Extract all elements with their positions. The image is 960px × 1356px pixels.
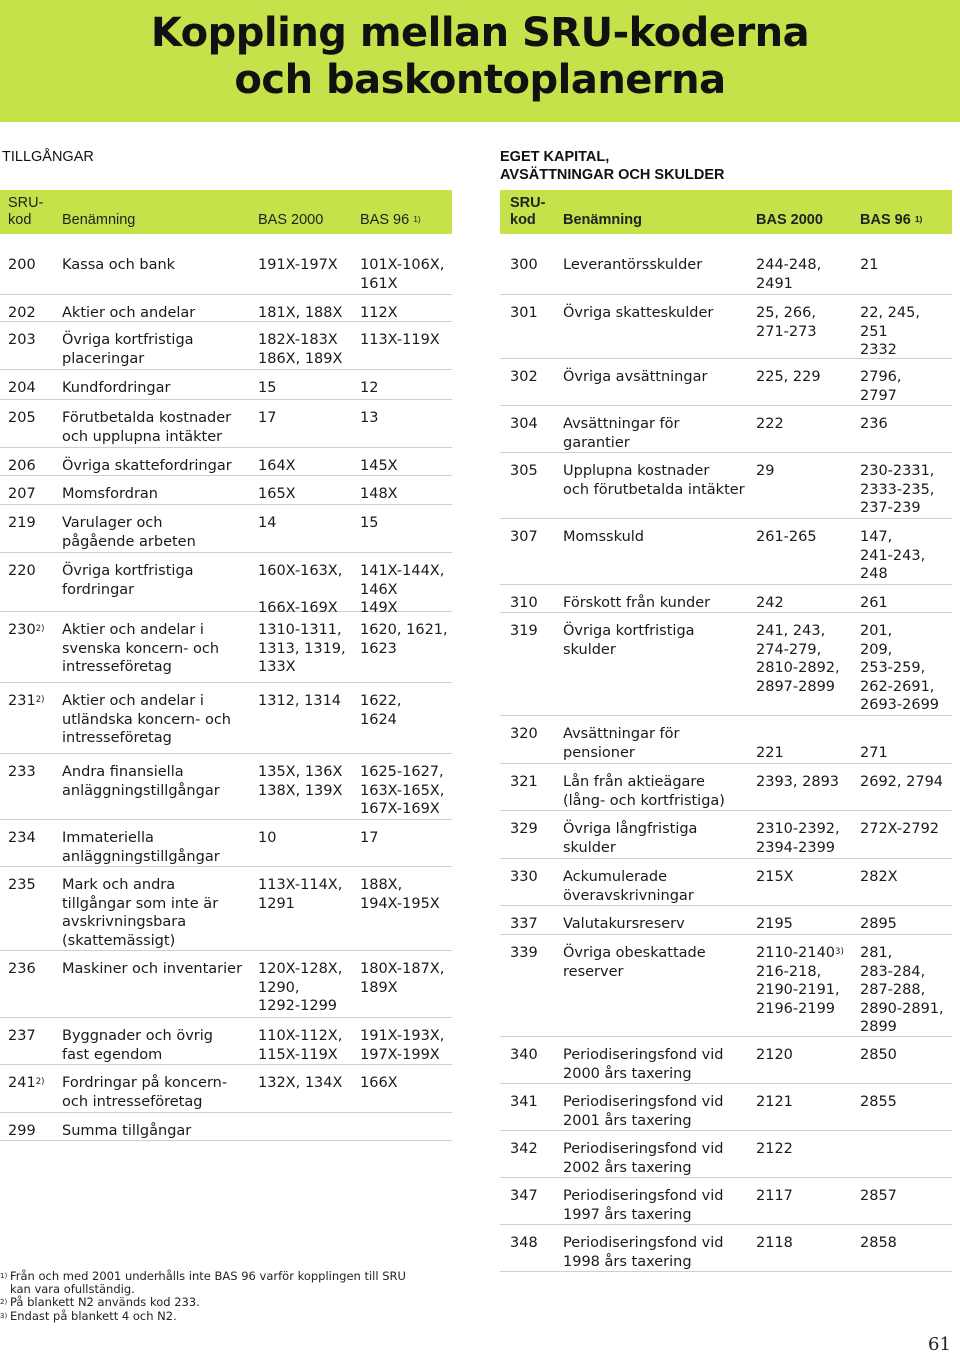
liabilities-table-header <box>500 190 952 234</box>
sru-code <box>510 528 538 547</box>
row-label: Ackumulerade överavskrivningar <box>563 869 694 904</box>
bas96-value: 2850 <box>860 1047 897 1063</box>
bas96-value: 21 <box>860 257 879 273</box>
sru-code <box>510 915 538 934</box>
row-label: Förskott från kunder <box>563 595 711 611</box>
bas96-value: 282X <box>860 869 898 885</box>
bas96-value: 271 <box>860 744 888 761</box>
sru-code <box>8 960 36 979</box>
sru-code <box>8 829 36 848</box>
sru-code-value: 329 <box>510 821 538 837</box>
sru-code-value: 342 <box>510 1141 538 1157</box>
bas96-value: 148X <box>360 486 398 502</box>
bas2000-value: 215X <box>756 869 794 885</box>
sru-code-value: 330 <box>510 869 538 885</box>
sru-code <box>510 773 538 792</box>
sru-code <box>8 1122 36 1141</box>
row-label: Immateriella anläggningstillgångar <box>62 830 220 865</box>
table-row <box>0 400 452 448</box>
bas96-value: 281, 283-284, 287-288, 2890-2891, 2899 <box>860 945 944 1036</box>
row-label: Valutakursreserv <box>563 916 685 932</box>
bas96-value: 2858 <box>860 1235 897 1251</box>
table-row <box>0 505 452 553</box>
bas96-value: 2692, 2794 <box>860 774 944 790</box>
bas96-value: 147, 241-243, 248 <box>860 529 926 583</box>
sru-code-value: 230 <box>8 622 36 638</box>
table-row <box>0 867 452 951</box>
header-sru-kod: SRU- kod <box>510 195 546 228</box>
sru-code-value: 307 <box>510 529 538 545</box>
table-row <box>0 754 452 820</box>
table-row <box>500 1084 952 1131</box>
page-title-line-1: Koppling mellan SRU-koderna <box>150 10 810 56</box>
sru-code <box>8 562 36 581</box>
footnote <box>0 1270 470 1296</box>
bas96-value: 230-2331, 2333-235, 237-239 <box>860 463 935 517</box>
bas2000-value: 225, 229 <box>756 369 821 385</box>
footnote-marker: 1) <box>413 214 421 224</box>
footnote <box>0 1310 470 1323</box>
table-row <box>0 370 452 400</box>
sru-code <box>510 1046 538 1065</box>
bas2000-value: 241, 243, 274-279, 2810-2892, 2897-2899 <box>756 623 840 695</box>
assets-table <box>0 247 452 1141</box>
bas96-value: 112X <box>360 305 398 321</box>
row-label: Periodiseringsfond vid 1998 års taxering <box>563 1235 724 1270</box>
footnote-marker: 1) <box>0 1272 8 1280</box>
bas2000-value: 2310-2392, 2394-2399 <box>756 821 840 856</box>
bas2000-value <box>756 944 844 1018</box>
bas2000-value: 165X <box>258 486 296 502</box>
sru-code-value: 299 <box>8 1123 36 1139</box>
table-row <box>500 935 952 1037</box>
page-number: 61 <box>928 1334 951 1355</box>
row-label: Periodiseringsfond vid 2001 års taxering <box>563 1094 724 1129</box>
sru-code-value: 304 <box>510 416 538 432</box>
table-row <box>500 585 952 613</box>
footnote-marker: 2) <box>35 1077 45 1087</box>
bas2000-value: 25, 266, 271-273 <box>756 305 817 340</box>
sru-code-value: 206 <box>8 458 36 474</box>
sru-code <box>510 462 538 481</box>
sru-code-value: 319 <box>510 623 538 639</box>
sru-code-value: 200 <box>8 257 36 273</box>
page-title-line-2: och baskontoplanerna <box>234 57 726 103</box>
sru-code <box>510 594 538 613</box>
table-row <box>0 683 452 754</box>
header-bas96: BAS 96 $^{1)}$ <box>360 212 421 228</box>
sru-code <box>8 485 36 504</box>
sru-code-value: 301 <box>510 305 538 321</box>
row-label: Aktier och andelar <box>62 305 196 321</box>
sru-code <box>8 256 36 275</box>
footnote-text: Från och med 2001 underhålls inte BAS 96 varför kopplingen till SRU kan vara ofullständig. <box>10 1269 406 1297</box>
footnote-marker: 3) <box>0 1311 8 1320</box>
bas2000-value: 14 <box>258 515 277 531</box>
row-label: Förutbetalda kostnader och upplupna intäkter <box>62 410 232 445</box>
sru-code <box>510 1140 538 1159</box>
row-label: Övriga kortfristiga fordringar <box>62 563 194 598</box>
table-row <box>500 811 952 859</box>
table-row <box>0 247 452 295</box>
sru-code <box>510 1187 538 1206</box>
row-label: Kassa och bank <box>62 257 176 273</box>
row-label: Periodiseringsfond vid 2000 års taxering <box>563 1047 724 1082</box>
sru-code-value: 300 <box>510 257 538 273</box>
table-row <box>500 1037 952 1084</box>
sru-code-value: 339 <box>510 945 538 961</box>
table-row <box>500 906 952 935</box>
table-row <box>0 553 452 617</box>
sru-code <box>510 944 538 963</box>
bas2000-value: 244-248, 2491 <box>756 257 822 292</box>
table-row <box>0 820 452 867</box>
row-label: Övriga långfristiga skulder <box>563 821 698 856</box>
sru-code-value: 204 <box>8 380 36 396</box>
sru-code <box>8 304 36 323</box>
bas96-value: 166X <box>360 1075 398 1091</box>
bas2000-value-first: 2110-2140 <box>756 945 836 961</box>
bas2000-value: 2393, 2893 <box>756 774 840 790</box>
sru-code-value: 219 <box>8 515 36 531</box>
table-row <box>500 519 952 585</box>
row-label: Övriga skatteskulder <box>563 305 714 321</box>
liabilities-table <box>500 247 952 1272</box>
row-label: Byggnader och övrig fast egendom <box>62 1028 213 1063</box>
bas2000-value: 160X-163X, 166X-169X <box>258 563 343 617</box>
bas96-value: 180X-187X, 189X <box>360 961 445 996</box>
sru-code <box>510 304 538 323</box>
footnote-marker: 2) <box>0 1298 8 1307</box>
row-label: Summa tillgångar <box>62 1123 192 1139</box>
sru-code-value: 234 <box>8 830 36 846</box>
sru-code <box>8 1074 44 1093</box>
bas96-value: 101X-106X, 161X <box>360 257 445 292</box>
footnote-text: Endast på blankett 4 och N2. <box>10 1308 177 1323</box>
section-title-liabilities: EGET KAPITAL, AVSÄTTNINGAR OCH SKULDER <box>500 149 725 183</box>
header-sru-kod: SRU- kod <box>8 195 44 228</box>
sru-code <box>510 820 538 839</box>
table-row <box>500 453 952 519</box>
sru-code-value: 233 <box>8 764 36 780</box>
bas96-value: 236 <box>860 416 888 432</box>
sru-code <box>510 256 538 275</box>
bas2000-value: 191X-197X <box>258 257 338 273</box>
sru-code-value: 320 <box>510 726 538 742</box>
bas2000-value: 10 <box>258 830 277 846</box>
bas96-value: 2796, 2797 <box>860 369 902 404</box>
sru-code <box>510 725 538 744</box>
row-label: Avsättningar för pensioner <box>563 726 680 761</box>
table-row <box>500 859 952 906</box>
row-label: Upplupna kostnader och förutbetalda intäkter <box>563 463 745 498</box>
bas2000-value: 15 <box>258 380 277 396</box>
footnotes <box>0 1270 470 1323</box>
row-label: Leverantörsskulder <box>563 257 703 273</box>
bas96-value: 17 <box>360 830 379 846</box>
bas2000-value: 17 <box>258 410 277 426</box>
bas96-value: 201, 209, 253-259, 262-2691, 2693-2699 <box>860 623 940 714</box>
row-label: Varulager och pågående arbeten <box>62 515 196 550</box>
sru-code <box>510 415 538 434</box>
table-row <box>500 1225 952 1272</box>
row-label: Kundfordringar <box>62 380 171 396</box>
bas2000-value: 181X, 188X <box>258 305 343 321</box>
row-label: Aktier och andelar i utländska koncern- och intresseföretag <box>62 693 231 747</box>
bas2000-value-rest: 1290, 1292-1299 <box>258 979 338 1015</box>
sru-code <box>510 368 538 387</box>
row-label: Periodiseringsfond vid 1997 års taxering <box>563 1188 724 1223</box>
table-row <box>0 322 452 370</box>
table-row <box>500 613 952 716</box>
table-row <box>500 295 952 359</box>
row-label: Aktier och andelar i svenska koncern- och intresseföretag <box>62 622 220 676</box>
bas96-value: 1622, 1624 <box>360 693 402 728</box>
bas2000-value: 135X, 136X 138X, 139X <box>258 764 343 799</box>
bas96-value: 12 <box>360 380 379 396</box>
bas96-value: 145X <box>360 458 398 474</box>
sru-code-value: 202 <box>8 305 36 321</box>
sru-code <box>8 1027 36 1046</box>
sru-code-value: 321 <box>510 774 538 790</box>
bas2000-value: 261-265 <box>756 529 817 545</box>
sru-code-value: 310 <box>510 595 538 611</box>
bas2000-value: 2118 <box>756 1235 793 1251</box>
row-label: Andra finansiella anläggningstillgångar <box>62 764 220 799</box>
sru-code <box>510 1234 538 1253</box>
title-band <box>0 0 960 122</box>
sru-code <box>8 763 36 782</box>
bas2000-value: 164X <box>258 458 296 474</box>
sru-code-value: 203 <box>8 332 36 348</box>
bas2000-value: 2122 <box>756 1141 793 1157</box>
bas96-value: 1620, 1621, 1623 <box>360 622 448 657</box>
table-row <box>500 406 952 453</box>
sru-code <box>510 868 538 887</box>
sru-code <box>8 514 36 533</box>
bas96-value: 191X-193X, 197X-199X <box>360 1028 445 1063</box>
bas96-value: 22, 245, 251 2332 <box>860 305 920 359</box>
sru-code-value: 236 <box>8 961 36 977</box>
footnote-marker: 2) <box>35 624 45 634</box>
bas96-value: 13 <box>360 410 379 426</box>
bas2000-value: 2117 <box>756 1188 793 1204</box>
sru-code-value: 348 <box>510 1235 538 1251</box>
table-row <box>500 359 952 406</box>
row-label: Fordringar på koncern- och intresseföretag <box>62 1075 228 1110</box>
sru-code-value: 241 <box>8 1075 36 1091</box>
section-title-assets: TILLGÅNGAR <box>2 149 94 165</box>
sru-code <box>8 331 36 350</box>
bas96-value: 272X-2792 <box>860 821 940 837</box>
row-label: Övriga obeskattade reserver <box>563 945 706 980</box>
bas2000-value-rest: 216-218, 2190-2191, 2196-2199 <box>756 963 840 1017</box>
bas2000-value: 1310-1311, 1313, 1319, 133X <box>258 622 346 676</box>
sru-code-value: 337 <box>510 916 538 932</box>
footnote-marker: 2) <box>35 695 45 705</box>
header-bas2000: BAS 2000 <box>258 212 324 228</box>
table-row <box>0 1018 452 1065</box>
table-row <box>500 1131 952 1178</box>
footnote-marker: 1) <box>914 214 923 224</box>
bas2000-value-first: 120X-128X, <box>258 961 343 977</box>
row-label: Momsskuld <box>563 529 644 545</box>
footnote-text: På blankett N2 används kod 233. <box>10 1295 200 1310</box>
sru-code-value: 340 <box>510 1047 538 1063</box>
footnote-marker: 3) <box>835 947 844 957</box>
bas96-value: 15 <box>360 515 379 531</box>
bas2000-value: 222 <box>756 416 784 432</box>
sru-code-value: 302 <box>510 369 538 385</box>
header-bas2000: BAS 2000 <box>756 212 823 228</box>
sru-code <box>8 876 36 895</box>
header-benamning: Benämning <box>563 212 642 228</box>
assets-table-header <box>0 190 452 234</box>
sru-code <box>8 409 36 428</box>
sru-code-value: 231 <box>8 693 36 709</box>
row-label: Avsättningar för garantier <box>563 416 680 451</box>
bas2000-value: 182X-183X 186X, 189X <box>258 332 343 367</box>
table-row <box>0 448 452 476</box>
bas96-value: 113X-119X <box>360 332 440 348</box>
table-row <box>500 764 952 811</box>
table-row <box>0 951 452 1018</box>
row-label: Periodiseringsfond vid 2002 års taxering <box>563 1141 724 1176</box>
header-benamning: Benämning <box>62 212 136 228</box>
table-row <box>0 1113 452 1141</box>
sru-code <box>8 379 36 398</box>
bas96-value: 261 <box>860 595 888 611</box>
sru-code-value: 305 <box>510 463 538 479</box>
row-label: Övriga skattefordringar <box>62 458 232 474</box>
sru-code-value: 347 <box>510 1188 538 1204</box>
bas2000-value <box>258 960 343 1016</box>
table-row <box>0 612 452 683</box>
row-label: Momsfordran <box>62 486 158 502</box>
bas2000-value: 221 <box>756 744 784 761</box>
sru-code-value: 235 <box>8 877 36 893</box>
bas2000-value: 2195 <box>756 916 793 932</box>
table-row <box>500 716 952 764</box>
bas2000-value: 1312, 1314 <box>258 693 342 709</box>
sru-code <box>510 1093 538 1112</box>
bas96-value: 2857 <box>860 1188 897 1204</box>
bas2000-value: 132X, 134X <box>258 1075 343 1091</box>
table-row <box>0 1065 452 1113</box>
bas2000-value: 29 <box>756 463 775 479</box>
bas2000-value: 2121 <box>756 1094 793 1110</box>
sru-code-value: 220 <box>8 563 36 579</box>
bas96-value: 188X, 194X-195X <box>360 877 440 912</box>
sru-code <box>8 692 44 711</box>
bas2000-value: 113X-114X, 1291 <box>258 877 343 912</box>
sru-code-value: 341 <box>510 1094 538 1110</box>
sru-code-value: 205 <box>8 410 36 426</box>
row-label: Maskiner och inventarier <box>62 961 243 977</box>
row-label: Övriga kortfristiga placeringar <box>62 332 194 367</box>
sru-code-value: 237 <box>8 1028 36 1044</box>
sru-code <box>510 622 538 641</box>
row-label: Mark och andra tillgångar som inte är avskrivningsbara (skattemässigt) <box>62 877 219 949</box>
table-row <box>0 476 452 505</box>
bas2000-value: 110X-112X, 115X-119X <box>258 1028 343 1063</box>
table-row <box>500 247 952 295</box>
table-row <box>500 1178 952 1225</box>
sru-code <box>8 621 44 640</box>
bas96-value: 1625-1627, 163X-165X, 167X-169X <box>360 764 445 818</box>
bas2000-value: 2120 <box>756 1047 793 1063</box>
header-bas96: BAS 96 $^{1)}$ <box>860 212 923 228</box>
row-label: Lån från aktieägare (lång- och kortfristiga) <box>563 774 725 809</box>
sru-code <box>8 457 36 476</box>
bas96-value: 2895 <box>860 916 897 932</box>
bas96-value: 141X-144X, 146X 149X <box>360 563 445 617</box>
bas96-value: 2855 <box>860 1094 897 1110</box>
table-row <box>0 295 452 322</box>
sru-code-value: 207 <box>8 486 36 502</box>
bas2000-value: 242 <box>756 595 784 611</box>
row-label: Övriga kortfristiga skulder <box>563 623 695 658</box>
row-label: Övriga avsättningar <box>563 369 708 385</box>
